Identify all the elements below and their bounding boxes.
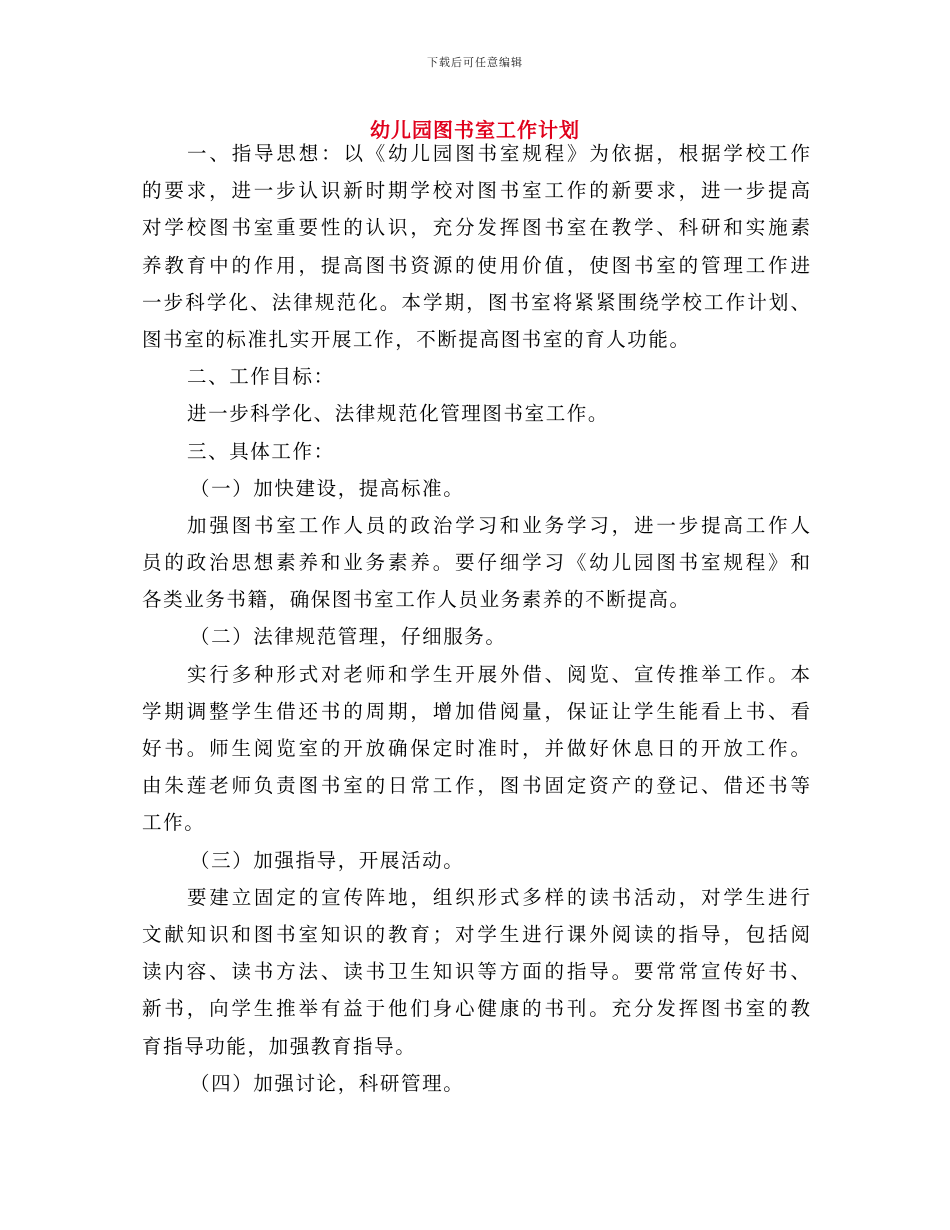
text-line: 学期调整学生借还书的周期，增加借阅量，保证让学生能看上书、看	[142, 699, 810, 723]
text-line: 员的政治思想素养和业务素养。要仔细学习《幼儿园图书室规程》和	[142, 551, 810, 575]
text-line: 实行多种形式对老师和学生开展外借、阅览、宣传推举工作。本	[187, 662, 810, 686]
page-header-note: 下载后可任意编辑	[427, 56, 523, 69]
text-line: 对学校图书室重要性的认识，充分发挥图书室在教学、科研和实施素	[142, 216, 810, 240]
text-line: 好书。师生阅览室的开放确保定时准时，并做好休息日的开放工作。	[142, 737, 810, 760]
document-title: 幼儿园图书室工作计划	[370, 118, 580, 142]
text-line: 一、指导思想：以《幼儿园图书室规程》为依据，根据学校工作	[187, 142, 810, 165]
text-line: 要建立固定的宣传阵地，组织形式多样的读书活动，对学生进行	[187, 885, 810, 909]
subsection-heading: （二）法律规范管理，仔细服务。	[190, 625, 507, 649]
text-line: 工作。	[142, 811, 206, 835]
text-line: 各类业务书籍，确保图书室工作人员业务素养的不断提高。	[142, 588, 691, 612]
section-heading: 二、工作目标：	[187, 365, 335, 389]
text-line: 文献知识和图书室知识的教育；对学生进行课外阅读的指导，包括阅	[142, 922, 810, 946]
text-line: 读内容、读书方法、读书卫生知识等方面的指导。要常常宣传好书、	[142, 960, 810, 984]
text-line: 进一步科学化、法律规范化管理图书室工作。	[187, 402, 610, 426]
subsection-heading: （一）加快建设，提高标准。	[190, 476, 465, 500]
text-line: 图书室的标准扎实开展工作，不断提高图书室的育人功能。	[142, 327, 691, 351]
section-heading: 三、具体工作：	[187, 439, 335, 463]
subsection-heading: （四）加强讨论，科研管理。	[190, 1071, 465, 1095]
subsection-heading: （三）加强指导，开展活动。	[190, 848, 465, 872]
text-line: 新书，向学生推举有益于他们身心健康的书刊。充分发挥图书室的教	[142, 997, 810, 1021]
text-line: 的要求，进一步认识新时期学校对图书室工作的新要求，进一步提高	[142, 179, 810, 203]
text-line: 一步科学化、法律规范化。本学期，图书室将紧紧围绕学校工作计划、	[142, 290, 810, 314]
text-line: 养教育中的作用，提高图书资源的使用价值，使图书室的管理工作进	[142, 253, 810, 277]
text-line: 加强图书室工作人员的政治学习和业务学习，进一步提高工作人	[187, 513, 810, 537]
text-line: 由朱莲老师负责图书室的日常工作，图书固定资产的登记、借还书等	[142, 774, 810, 798]
document-body	[142, 135, 810, 1102]
text-line: 育指导功能，加强教育指导。	[142, 1034, 417, 1058]
